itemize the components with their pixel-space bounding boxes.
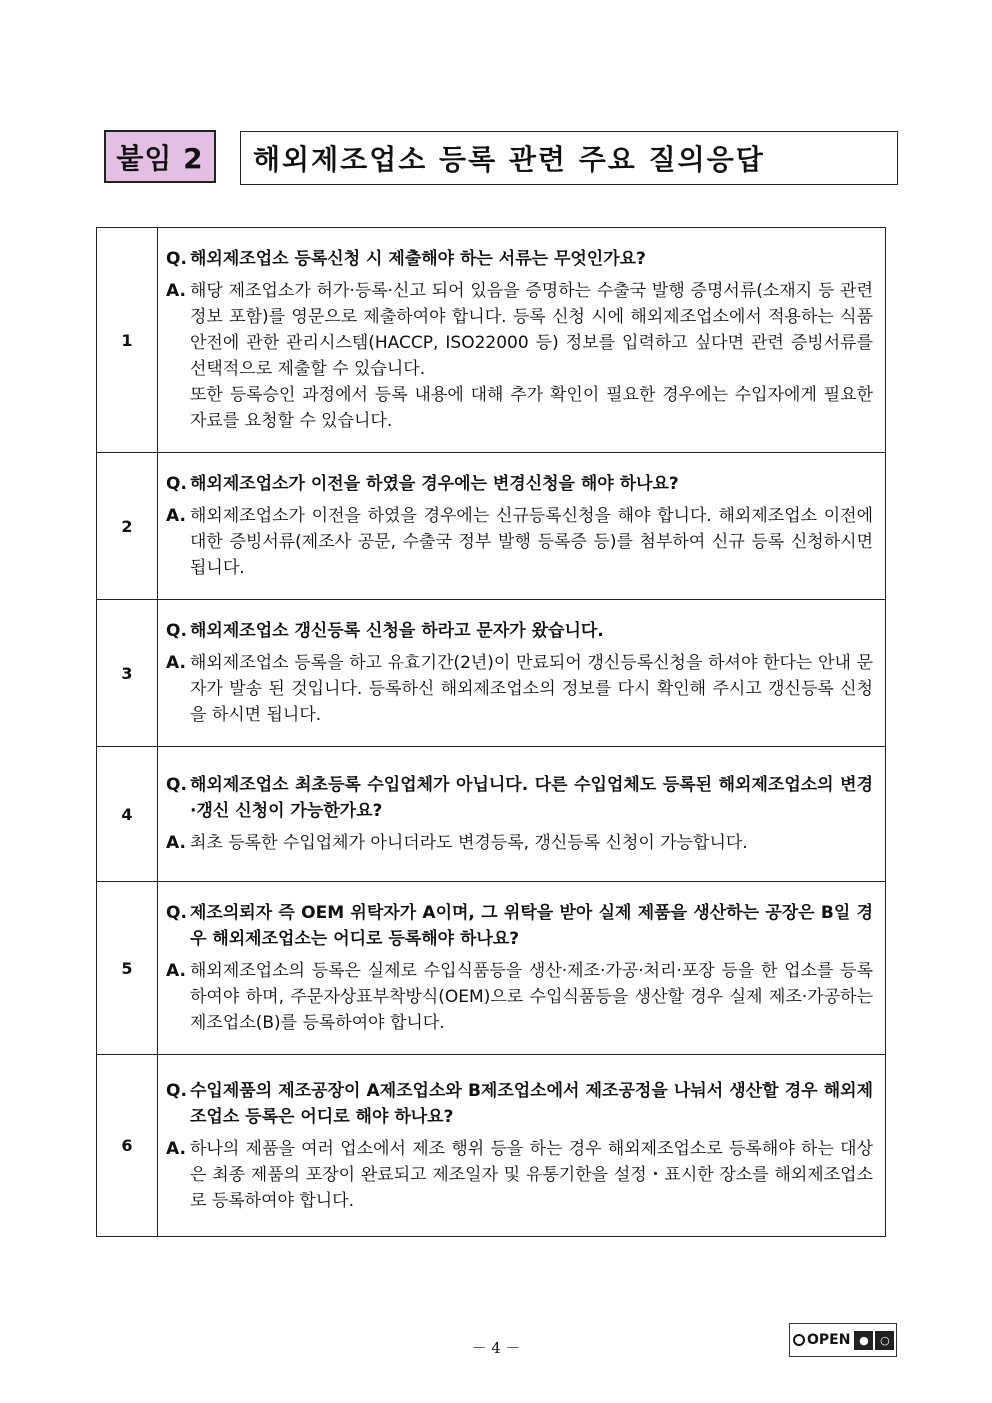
q-label: Q. (166, 621, 187, 641)
page-title-text: 해외제조업소 등록 관련 주요 질의응답 (253, 143, 765, 176)
qa-content (158, 747, 886, 882)
qa-content (158, 1055, 886, 1237)
qa-number: 2 (97, 453, 158, 600)
page-title (240, 131, 898, 185)
answer-text-part2: 또한 등록승인 과정에서 등록 내용에 대해 추가 확인이 필요한 경우에는 수입자에게 필요한 자료를 요청할 수 있습니다. (190, 385, 873, 431)
a-label: A. (166, 833, 186, 853)
page-number: － 4 － (471, 1339, 521, 1357)
qa-number: 1 (97, 228, 158, 453)
question (166, 900, 873, 952)
qa-row-6 (97, 1055, 886, 1237)
question (166, 471, 873, 497)
answer (166, 830, 873, 856)
answer-text-part1: 해당 제조업소가 허가·등록·신고 되어 있음을 증명하는 수출국 발행 증명서류(소재지 등 관련 정보 포함)를 영문으로 제출하여야 합니다. 등록 신청 시에 해외제조업소에서 적용하는 식품안전에 관한 관리시스템(HACCP, ISO22000 등) 정보를 입력하고 싶다면 관련 증빙서류를 선택적으로 제출할 수 있습니다. (190, 281, 873, 379)
answer (166, 958, 873, 1036)
q-label: Q. (166, 903, 187, 923)
qa-row-3 (97, 600, 886, 747)
qa-row-1 (97, 228, 886, 453)
question-text: 수입제품의 제조공장이 A제조업소와 B제조업소에서 제조공정을 나눠서 생산할 경우 해외제조업소 등록은 어디로 해야 하나요? (190, 1080, 873, 1127)
answer (166, 1136, 873, 1214)
answer (166, 278, 873, 434)
qa-content (158, 882, 886, 1055)
q-label: Q. (166, 474, 187, 494)
open-license-logo (789, 1323, 897, 1357)
attribution-icon: ● (854, 1331, 873, 1350)
open-logo-text: OPEN (790, 1332, 850, 1348)
question (166, 246, 873, 272)
qa-content (158, 228, 886, 453)
qa-number: 4 (97, 747, 158, 882)
qa-row-5 (97, 882, 886, 1055)
q-label: Q. (166, 249, 187, 269)
question (166, 1078, 873, 1130)
question-text: 해외제조업소 갱신등록 신청을 하라고 문자가 왔습니다. (190, 621, 604, 641)
a-label: A. (166, 653, 186, 673)
question-text: 제조의뢰자 즉 OEM 위탁자가 A이며, 그 위탁을 받아 실제 제품을 생산하는 공장은 B일 경우 해외제조업소는 어디로 등록해야 하나요? (190, 903, 873, 949)
question-text: 해외제조업소 등록신청 시 제출해야 하는 서류는 무엇인가요? (190, 249, 646, 269)
a-label: A. (166, 506, 186, 526)
qa-table (96, 227, 886, 1237)
answer-text: 해외제조업소 등록을 하고 유효기간(2년)이 만료되어 갱신등록신청을 하셔야 한다는 안내 문자가 발송 된 것입니다. 등록하신 해외제조업소의 정보를 다시 확인해 주시고 갱신등록 신청을 하시면 됩니다. (190, 653, 873, 725)
answer-text: 하나의 제품을 여러 업소에서 제조 행위 등을 하는 경우 해외제조업소로 등록해야 하는 대상은 최종 제품의 포장이 완료되고 제조일자 및 유통기한을 설정・표시한 장소를 해외제조업소로 등록하여야 합니다. (190, 1138, 873, 1211)
question-text: 해외제조업소 최초등록 수입업체가 아닙니다. 다른 수입업체도 등록된 해외제조업소의 변경·갱신 신청이 가능한가요? (190, 775, 873, 821)
question-text: 해외제조업소가 이전을 하였을 경우에는 변경신청을 해야 하나요? (190, 474, 679, 494)
license-marks (854, 1331, 894, 1350)
answer-text: 해외제조업소가 이전을 하였을 경우에는 신규등록신청을 해야 합니다. 해외제조업소 이전에 대한 증빙서류(제조사 공문, 수출국 정부 발행 등록증 등)를 첨부하여 신규 등록 신청하시면 됩니다. (190, 506, 873, 578)
answer-text (190, 278, 873, 434)
noncommercial-icon: ○ (875, 1331, 894, 1350)
a-label: A. (166, 961, 186, 981)
qa-content (158, 600, 886, 747)
qa-row-4 (97, 747, 886, 882)
question (166, 772, 873, 824)
answer (166, 650, 873, 728)
answer-text: 해외제조업소의 등록은 실제로 수입식품등을 생산·제조·가공·처리·포장 등을 한 업소를 등록하여야 하며, 주문자상표부착방식(OEM)으로 수입식품등을 생산할 경우 실제 제조·가공하는 제조업소(B)를 등록하여야 합니다. (190, 961, 873, 1033)
q-label: Q. (166, 1080, 187, 1101)
open-circle-icon (793, 1334, 805, 1346)
q-label: Q. (166, 775, 187, 795)
answer-text: 최초 등록한 수입업체가 아니더라도 변경등록, 갱신등록 신청이 가능합니다. (190, 833, 748, 853)
attachment-badge-label: 붙임 2 (116, 141, 204, 175)
qa-number: 3 (97, 600, 158, 747)
qa-number: 5 (97, 882, 158, 1055)
answer (166, 503, 873, 581)
qa-content (158, 453, 886, 600)
qa-number: 6 (97, 1055, 158, 1237)
question (166, 618, 873, 644)
qa-row-2 (97, 453, 886, 600)
attachment-badge (104, 130, 216, 183)
a-label: A. (166, 281, 186, 301)
a-label: A. (166, 1138, 186, 1159)
